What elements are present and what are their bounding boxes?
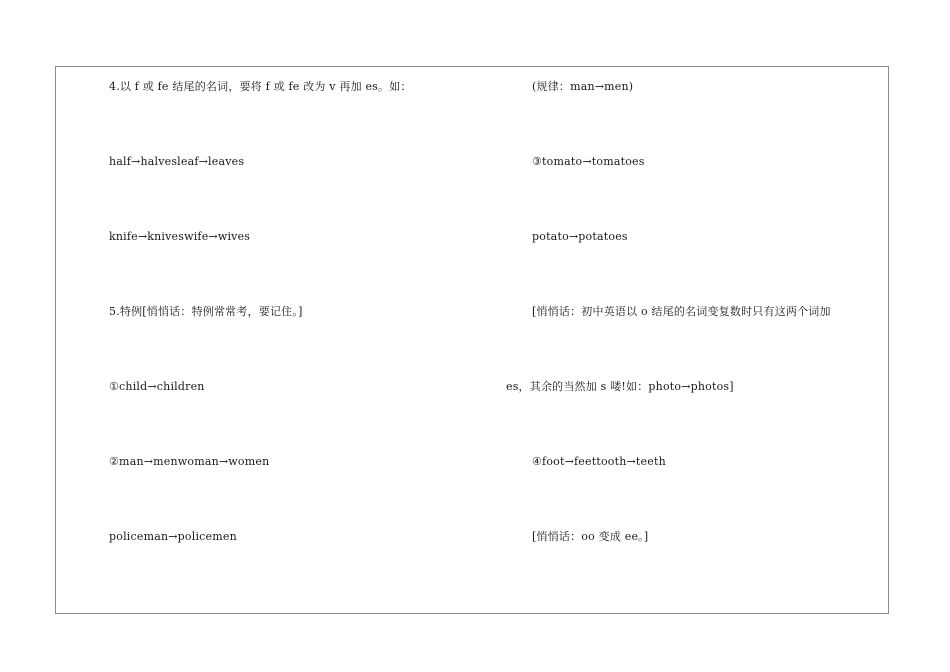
- item-2-man-woman: ②man→menwoman→women: [109, 455, 270, 468]
- rule-5-text: 5.特例[悄悄话：特例常常考，要记住。]: [109, 305, 303, 318]
- example-policeman: policeman→policemen: [109, 530, 237, 543]
- example-potato: potato→potatoes: [532, 230, 628, 243]
- rule-4-text: 4.以 f 或 fe 结尾的名词，要将 f 或 fe 改为 v 再加 es。如：: [109, 80, 412, 93]
- item-4-foot-tooth: ④foot→feettooth→teeth: [532, 455, 666, 468]
- whisper-o-line-2: es，其余的当然加 s 喽!如：photo→photos]: [506, 380, 734, 393]
- whisper-oo-ee: [悄悄话：oo 变成 ee。]: [532, 530, 649, 543]
- example-knife-wife: knife→kniveswife→wives: [109, 230, 251, 243]
- item-3-tomato: ③tomato→tomatoes: [532, 155, 645, 168]
- whisper-o-line-1: [悄悄话：初中英语以 o 结尾的名词变复数时只有这两个词加: [532, 305, 831, 318]
- item-1-child: ①child→children: [109, 380, 205, 393]
- rule-note-man-men: (规律：man→men): [532, 80, 634, 93]
- example-half-leaf: half→halvesleaf→leaves: [109, 155, 245, 168]
